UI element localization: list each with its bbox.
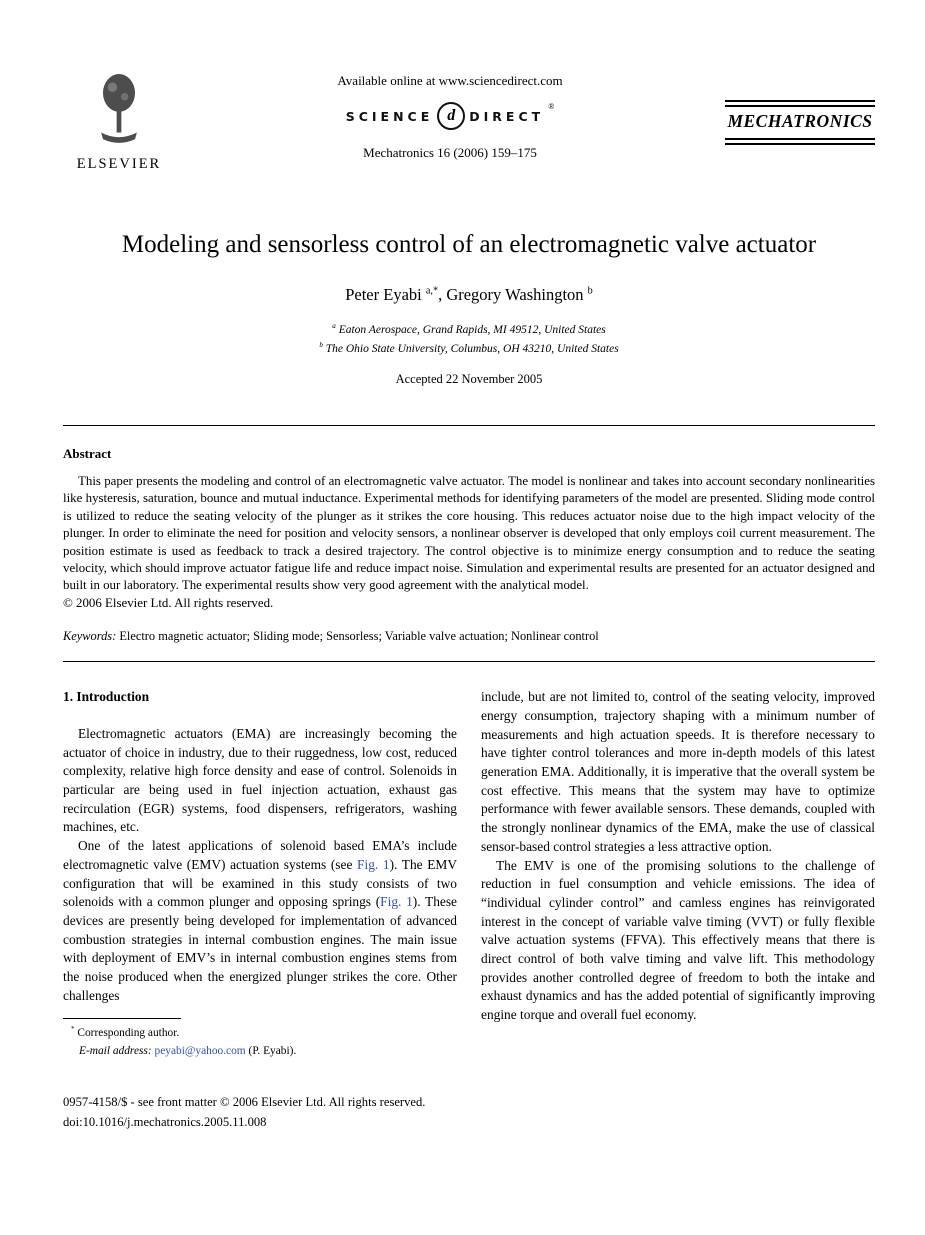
author-2-affil-mark: b bbox=[587, 285, 593, 297]
registered-mark-icon: ® bbox=[548, 102, 555, 111]
affiliation-a-mark: a bbox=[332, 322, 336, 331]
intro-p2-text: One of the latest applications of solenoid based EMA’s include electromagnetic valve (EMV) actuation systems (see bbox=[63, 838, 457, 872]
affiliation-b bbox=[63, 340, 875, 359]
sciencedirect-logo bbox=[175, 102, 725, 130]
header-center bbox=[175, 70, 725, 161]
mechatronics-wordmark: MECHATRONICS bbox=[727, 111, 873, 131]
keywords-text: Electro magnetic actuator; Sliding mode; Sensorless; Variable valve actuation; Nonlinear control bbox=[116, 629, 599, 644]
corresponding-author-note bbox=[63, 1025, 457, 1042]
corresponding-author-text: Corresponding author. bbox=[74, 1027, 180, 1040]
journal-header bbox=[63, 70, 875, 173]
authors-line bbox=[63, 285, 875, 305]
footnote bbox=[63, 1018, 457, 1059]
intro-p2-text: ). These devices are presently being developed for implementation of advanced combustion strategies in internal combustion engines. The main issue with deployment of EMV’s in internal combustion engines stems from the noise produced when the energized plunger strikes the core. Other challenges bbox=[63, 894, 457, 1003]
sciencedirect-d-icon: d bbox=[437, 102, 465, 130]
email-link[interactable]: peyabi@yahoo.com bbox=[151, 1044, 246, 1057]
body-columns bbox=[63, 688, 875, 1059]
divider-rule bbox=[63, 661, 875, 662]
affiliation-a-text: Eaton Aerospace, Grand Rapids, MI 49512, United States bbox=[335, 324, 606, 336]
abstract-heading: Abstract bbox=[63, 445, 112, 461]
abstract-body: This paper presents the modeling and control of an electromagnetic valve actuator. The model is nonlinear and takes into account secondary nonlinearities like hysteresis, saturation, bounce and mutual inductance. Experimental methods for identifying parameters of the model are presented. Sliding mode control is utilized to reduce the seating velocity of the plunger as it strikes the core housing. This reduces actuator noise due to the high impact velocity of the plunger. In order to eliminate the need for position and velocity sensors, a nonlinear observer is developed that only employs coil current measurement. The position estimate is used as feedback to track a desired trajectory. The control objective is to minimize energy consumption and to reduce the seating velocity, which should improve actuator fatigue life and reduce impact noise. Simulation and experimental results are presented for an actuator designed and built in our laboratory. The experimental results show very good agreement with the analytical model. bbox=[63, 473, 875, 593]
intro-paragraph-4: The EMV is one of the promising solutions to the challenge of reduction in fuel consumption and vehicle emissions. The idea of “individual cylinder control” and camless engines has reinvigorated interest in the concept of variable valve timing (VVT) or fully flexible valve actuation systems (FFVA). This effectively means that there is direct control of both valve timing and valve lift. This methodology provides another controlled degree of freedom to both the intake and exhaust dynamics and has the added potential of significantly improving engine torque and overall fuel economy. bbox=[481, 857, 875, 1023]
sciencedirect-science-text: SCIENCE bbox=[345, 108, 434, 124]
elsevier-logo bbox=[63, 70, 175, 173]
keywords-line bbox=[63, 629, 875, 644]
issn-copyright-line: 0957-4158/$ - see front matter © 2006 Elsevier Ltd. All rights reserved. bbox=[63, 1094, 426, 1109]
footnote-star: * bbox=[71, 1025, 75, 1034]
intro-paragraph-3: include, but are not limited to, control of the seating velocity, improved energy consumption, trajectory shaping with a minimum number of measurements and high actuation speeds. It is therefore necessary to have tighter control tolerances and more in-depth models of this latest generation EMA. Additionally, it is imperative that the overall system be cost effective. This means that the system may have to optimize performance with fewer available sensors. These demands, coupled with the strongly nonlinear dynamics of the EMA, make the use of classical sensor-based control strategies a less attractive option. bbox=[481, 689, 875, 854]
email-suffix: (P. Eyabi). bbox=[245, 1044, 297, 1057]
double-rule-top bbox=[725, 100, 875, 107]
affiliation-b-mark: b bbox=[319, 341, 323, 350]
elsevier-wordmark: ELSEVIER bbox=[76, 156, 162, 172]
author-1-name: Peter Eyabi bbox=[345, 285, 426, 304]
journal-citation: Mechatronics 16 (2006) 159–175 bbox=[363, 145, 537, 160]
right-column bbox=[481, 688, 875, 1059]
abstract-section bbox=[63, 446, 875, 612]
affiliation-b-text: The Ohio State University, Columbus, OH 43210, United States bbox=[322, 342, 619, 355]
abstract-copyright: © 2006 Elsevier Ltd. All rights reserved. bbox=[63, 595, 274, 610]
email-note bbox=[63, 1043, 457, 1060]
mechatronics-logo bbox=[725, 100, 875, 145]
paper-title: Modeling and sensorless control of an electromagnetic valve actuator bbox=[121, 231, 817, 258]
author-2-name: Gregory Washington bbox=[446, 285, 588, 304]
left-column bbox=[63, 688, 457, 1059]
accepted-date: Accepted 22 November 2005 bbox=[395, 371, 543, 386]
elsevier-tree-icon bbox=[86, 133, 152, 150]
email-label: E-mail address: bbox=[79, 1044, 152, 1057]
intro-p2-text: ). The EMV configuration that will be examined in this study consists of two solenoids with a common plunger and opposing springs ( bbox=[63, 856, 457, 910]
authors-separator: , bbox=[438, 285, 447, 304]
fig1-link[interactable]: Fig. 1 bbox=[380, 894, 413, 910]
footnote-rule bbox=[63, 1018, 181, 1019]
affiliations bbox=[63, 321, 875, 359]
page-footer bbox=[63, 1092, 875, 1132]
double-rule-bottom bbox=[725, 138, 875, 145]
fig1-link[interactable]: Fig. 1 bbox=[357, 856, 390, 872]
keywords-label: Keywords: bbox=[63, 629, 117, 644]
section-heading-introduction: 1. Introduction bbox=[63, 689, 150, 705]
paper-page bbox=[63, 0, 875, 1132]
divider-rule bbox=[63, 425, 875, 426]
affiliation-a bbox=[63, 321, 875, 340]
available-online-text: Available online at www.sciencedirect.com bbox=[337, 73, 563, 88]
sciencedirect-direct-text: DIRECT bbox=[469, 108, 545, 124]
author-1-affil-mark: a,* bbox=[425, 285, 439, 297]
intro-paragraph-1: Electromagnetic actuators (EMA) are increasingly becoming the actuator of choice in industry, due to their ruggedness, low cost, reduced complexity, relative high force density and ease of control. Solenoids in particular are being used in fuel injection actuation, exhaust gas recirculation (EGR) systems, food dispensers, refrigerators, washing machines, etc. bbox=[63, 725, 457, 835]
intro-paragraph-2 bbox=[63, 837, 457, 1005]
doi-line: doi:10.1016/j.mechatronics.2005.11.008 bbox=[63, 1114, 267, 1129]
